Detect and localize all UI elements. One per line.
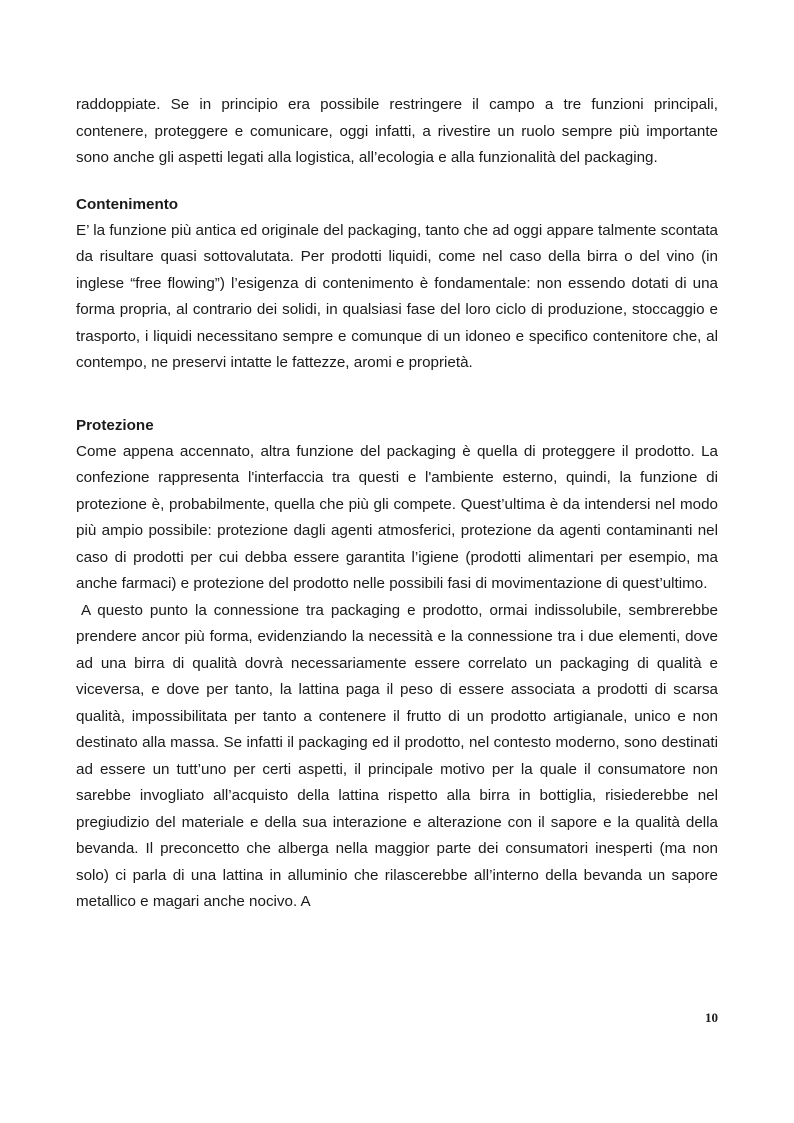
protezione-paragraph-2: A questo punto la connessione tra packaging e prodotto, ormai indissolubile, sembrerebbe prendere ancor più forma, evidenziando la necessità e la connessione tra i due elementi, dove ad una birra di qualità dovrà necessariamente essere correlato un packaging di qualità e viceversa, e dove per tanto, la lattina paga il peso di essere associata a prodotti di scarsa qualità, impossibilitata per tanto a contenere il frutto di un prodotto artigianale, unico e non destinato alla massa. Se infatti il packaging ed il prodotto, nel contesto moderno, sono destinati ad essere un tutt’uno per certi aspetti, il principale motivo per la quale il consumatore non sarebbe invogliato all’acquisto della lattina rispetto alla birra in bottiglia, risiederebbe nel pregiudizio del materiale e della sua interazione e alterazione con il sapore e la qualità della bevanda. Il preconcetto che alberga nella maggior parte dei consumatori inesperti (ma non solo) ci parla di una lattina in alluminio che rilascerebbe all’interno della bevanda un sapore metallico e magari anche nocivo. A bbox=[76, 601, 718, 910]
section-heading-protezione: Protezione bbox=[76, 416, 154, 434]
intro-paragraph: raddoppiate. Se in principio era possibile restringere il campo a tre funzioni principali, contenere, proteggere e comunicare, oggi infatti, a rivestire un ruolo sempre più importante sono anche gli aspetti legati alla logistica, all’ecologia e alla funzionalità del packaging. bbox=[76, 96, 718, 166]
section-heading-contenimento: Contenimento bbox=[76, 195, 179, 213]
document-page bbox=[76, 92, 718, 916]
protezione-paragraph-1: Come appena accennato, altra funzione del packaging è quella di proteggere il prodotto. La confezione rappresenta l'interfaccia tra questi e l'ambiente esterno, quindi, la funzione di protezione è, probabilmente, quella che più gli compete. Quest’ultima è da intendersi nel modo più ampio possibile: protezione dagli agenti atmosferici, protezione da agenti contaminanti nel caso di prodotti per cui debba essere garantita l’igiene (prodotti alimentari per esempio, ma anche farmaci) e protezione del prodotto nelle possibili fasi di movimentazione di quest’ultimo. bbox=[76, 442, 718, 592]
page-number: 10 bbox=[705, 1010, 718, 1025]
contenimento-paragraph: E’ la funzione più antica ed originale del packaging, tanto che ad oggi appare talmente scontata da risultare quasi sottovalutata. Per prodotti liquidi, come nel caso della birra o del vino (in inglese “free flowing”) l’esigenza di contenimento è fondamentale: non essendo dotati di una forma propria, al contrario dei solidi, in qualsiasi fase del loro ciclo di produzione, stoccaggio e trasporto, i liquidi necessitano sempre e comunque di un idoneo e specifico contenitore che, al contempo, ne preservi intatte le fattezze, aromi e proprietà. bbox=[76, 221, 718, 371]
